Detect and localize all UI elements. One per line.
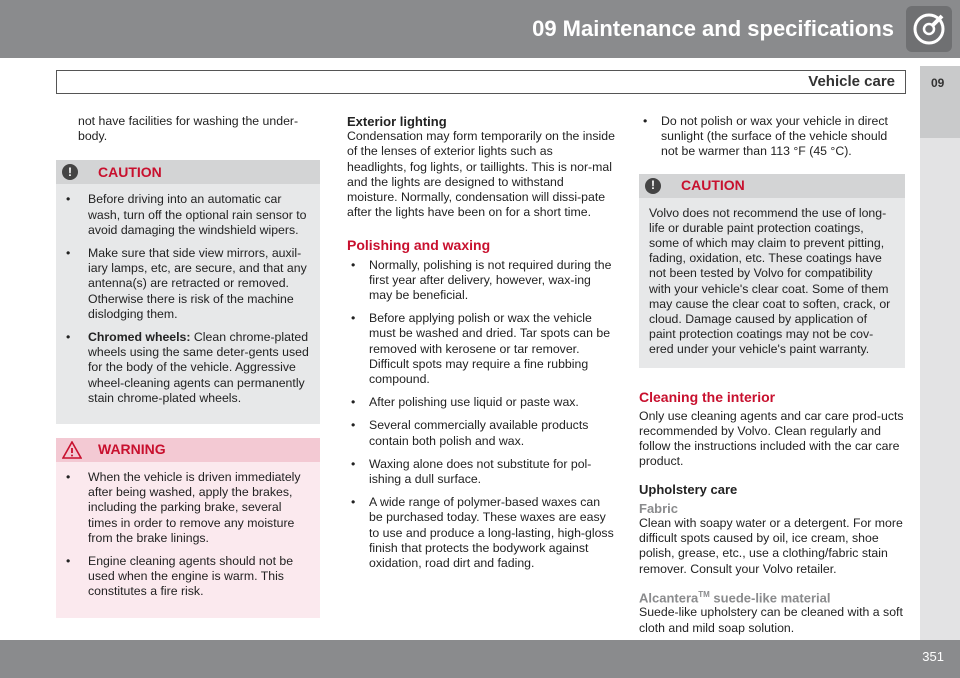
caution-box-paint: [639, 174, 905, 368]
upholstery-heading: Upholstery care: [639, 481, 738, 497]
caution-icon: !: [645, 178, 661, 194]
caution-header: [56, 160, 320, 184]
list-item: • Engine cleaning agents should not be used when the engine is warm. This constitutes a fire risk.: [66, 554, 294, 599]
list-item: • Normally, polishing is not required during the first year after delivery, however, wax-ing may be beneficial.: [351, 257, 612, 303]
fabric-heading: Fabric: [639, 500, 679, 516]
cleaning-interior-text: Only use cleaning agents and car care prod-ucts recommended by Volvo. Clean regularly and follow the instructions included with the car care product.: [639, 408, 904, 469]
list-item: • Make sure that side view mirrors, auxil-iary lamps, etc, are secure, and that any antenna(s) are retracted or removed. Otherwise there is risk of the machine dislodging them.: [66, 246, 307, 321]
warning-box: [56, 438, 320, 618]
list-item: • After polishing use liquid or paste wax.: [351, 395, 579, 410]
section-header: [56, 70, 906, 94]
list-item: • Before applying polish or wax the vehicle must be washed and dried. Tar spots can be removed with kerosene or tar remover. Difficult spots may require a fine rubbing compound.: [351, 311, 611, 387]
wrench-gear-icon: [906, 6, 952, 52]
list-item: • A wide range of polymer-based waxes can be purchased today. These waxes are easy to use and produce a long-lasting, high-gloss finish that protects the bodywork against oxidation, road dirt and fading.: [351, 495, 614, 571]
fabric-text: Clean with soapy water or a detergent. For more difficult spots caused by oil, ice cream, shoe polish, grease, etc., use a clothing/fabric stain remover. Consult your Volvo retailer.: [639, 516, 903, 576]
list-item: • Before driving into an automatic car wash, turn off the optional rain sensor to avoid damaging the windshield wipers.: [66, 192, 307, 237]
list-item: • Do not polish or wax your vehicle in direct sunlight (the surface of the vehicle should not be warmer than 113 °F (45 °C).: [643, 114, 888, 159]
warning-header: [56, 438, 320, 462]
page-number: 351: [922, 649, 944, 664]
column-right: [639, 114, 905, 636]
caution-label: CAUTION: [98, 163, 162, 180]
list-item: • Several commercially available products contain both polish and wax.: [351, 418, 589, 448]
caution-box: [56, 160, 320, 424]
chapter-title: 09 Maintenance and specifications: [532, 16, 894, 41]
side-strip: [920, 138, 960, 640]
polishing-heading: Polishing and waxing: [347, 237, 491, 254]
chapter-tab-label: 09: [931, 76, 945, 90]
caution-icon: !: [62, 164, 78, 180]
exterior-lighting-heading: Exterior lighting: [347, 114, 447, 129]
list-item: • Chromed wheels: Clean chrome-plated wheels using the same deter-gents used for the body of the vehicle. Aggressive wheel-cleaning agents can permanently stain chrome-plated wheels.: [66, 330, 309, 405]
exterior-lighting-text: Condensation may form temporarily on the inside of the lenses of exterior lights such as headlights, fog lights, or taillights. This is nor-mal and the lights are designed to withstand moisture. Normally, condensation will dissi-pate after the lights have been on for a short time.: [347, 129, 615, 220]
top-list: [639, 114, 905, 160]
cleaning-interior-heading: Cleaning the interior: [639, 388, 776, 405]
warning-body: [56, 462, 320, 600]
chapter-icon-box: [906, 6, 952, 52]
section-title: Vehicle care: [808, 73, 895, 90]
caution-body: [56, 184, 320, 406]
list-item: • Waxing alone does not substitute for pol-ishing a dull surface.: [351, 456, 592, 487]
alcantara-text: Suede-like upholstery can be cleaned with a soft cloth and mild soap solution.: [639, 605, 903, 635]
list-item: • When the vehicle is driven immediately after being washed, apply the brakes, including the parking brake, several times in order to remove any moisture from the brake linings.: [66, 470, 301, 545]
warning-triangle-icon: [62, 441, 82, 459]
intro-text: not have facilities for washing the under-body.: [78, 114, 299, 144]
footer-bar: [0, 640, 960, 678]
warning-label: WARNING: [98, 441, 166, 458]
alcantara-heading: Alcantera™ suede-like material: [639, 589, 831, 606]
caution-header: [639, 174, 905, 198]
column-left: [56, 114, 320, 618]
polishing-list: [347, 258, 615, 572]
caution-text: Volvo does not recommend the use of long-life or durable paint protection coatings, some of which may claim to prevent pitting, fading, oxidation, etc. These coatings have not been tested by Volvo for compatibility with your vehicle's clear coat. Some of them may cause the clear coat to soften, crack, or cloud. Damage caused by application of paint protection coatings may not be cov-ered under your vehicle's paint warranty.: [649, 205, 891, 357]
caution-label: CAUTION: [681, 177, 745, 193]
column-middle: [347, 114, 615, 579]
